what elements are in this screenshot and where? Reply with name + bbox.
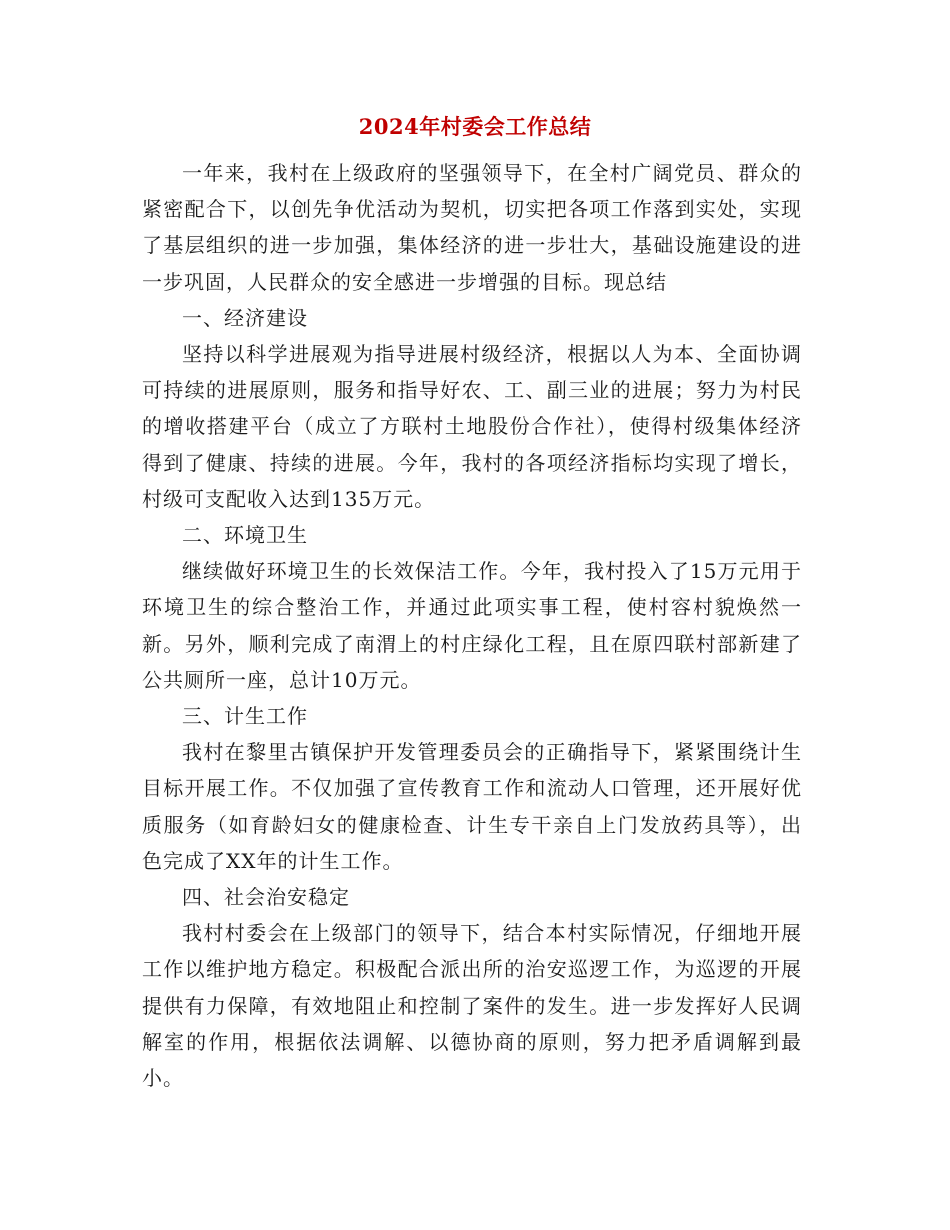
paragraph-environment: 继续做好环境卫生的长效保洁工作。今年，我村投入了15万元用于环境卫生的综合整治工作，并通过此项实事工程，使村容村貌焕然一新。另外，顺利完成了南渭上的村庄绿化工程，且在原四联村部新建了公共厕所一座，总计10万元。 (142, 559, 802, 692)
paragraph-family-planning: 我村在黎里古镇保护开发管理委员会的正确指导下，紧紧围绕计生目标开展工作。不仅加强了宣传教育工作和流动人口管理，还开展好优质服务（如育龄妇女的健康检查、计生专干亲自上门发放药具等），出色完成了XX年的计生工作。 (142, 740, 802, 873)
paragraph-intro: 一年来，我村在上级政府的坚强领导下，在全村广阔党员、群众的紧密配合下，以创先争优活动为契机，切实把各项工作落到实处，实现了基层组织的进一步加强，集体经济的进一步壮大，基础设施建设的进一步巩固，人民群众的安全感进一步增强的目标。现总结 (142, 161, 802, 294)
paragraph-economy: 坚持以科学进展观为指导进展村级经济，根据以人为本、全面协调可持续的进展原则，服务和指导好农、工、副三业的进展；努力为村民的增收搭建平台（成立了方联村土地股份合作社），使得村级集体经济得到了健康、持续的进展。今年，我村的各项经济指标均实现了增长，村级可支配收入达到135万元。 (142, 342, 802, 511)
paragraph-public-security: 我村村委会在上级部门的领导下，结合本村实际情况，仔细地开展工作以维护地方稳定。积极配合派出所的治安巡逻工作，为巡逻的开展提供有力保障，有效地阻止和控制了案件的发生。进一步发挥好人民调解室的作用，根据依法调解、以德协商的原则，努力把矛盾调解到最小。 (142, 921, 802, 1091)
section-heading-environment: 二、环境卫生 (182, 523, 308, 548)
section-heading-economy: 一、经济建设 (182, 305, 308, 330)
section-heading-public-security: 四、社会治安稳定 (182, 885, 350, 910)
document-title: 2024年村委会工作总结 (358, 114, 592, 139)
document-body (142, 155, 802, 1096)
section-heading-family-planning: 三、计生工作 (182, 704, 308, 729)
